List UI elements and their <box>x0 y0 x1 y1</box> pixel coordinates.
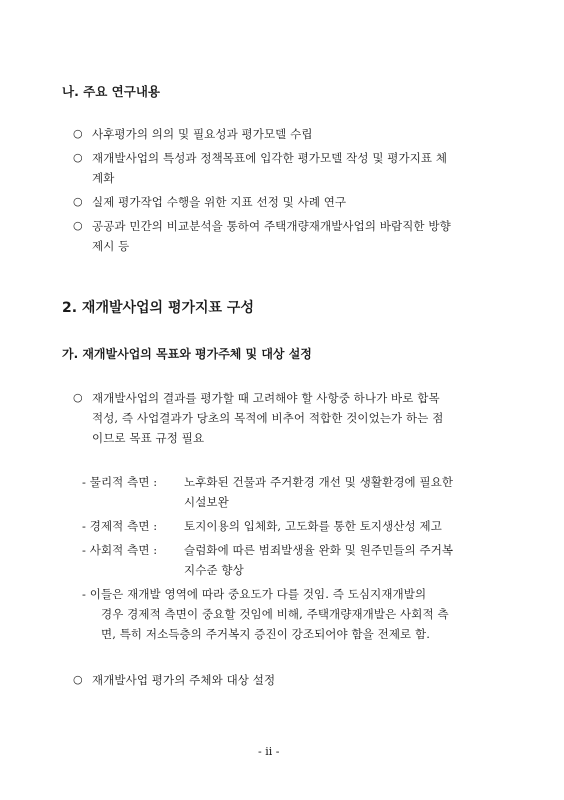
page-number: - ii - <box>258 745 280 758</box>
section-2-bullet-1-line-2: 적성, 즉 사업결과가 당초의 목적에 비추어 적합한 것이었는가 하는 점 <box>92 411 444 425</box>
bullet-symbol: ○ <box>73 673 83 686</box>
bullet-symbol: ○ <box>73 151 83 164</box>
research-bullet-3-line-1: 실제 평가작업 수행을 위한 지표 선정 및 사례 연구 <box>92 195 347 209</box>
economic-aspect-line-1: 토지이용의 입체화, 고도화를 통한 토지생산성 제고 <box>184 519 442 533</box>
bullet-symbol: ○ <box>73 219 83 232</box>
section-2-bullet-1-line-3: 이므로 목표 규정 필요 <box>92 431 205 445</box>
section-2-bullet-1-line-1: 재개발사업의 결과를 평가할 때 고려해야 할 사항중 하나가 바로 합목 <box>92 391 440 405</box>
section-2-sub-heading: 가. 재개발사업의 목표와 평가주체 및 대상 설정 <box>62 347 312 361</box>
social-aspect-label: - 사회적 측면 : <box>82 543 158 557</box>
physical-aspect-line-2: 시설보완 <box>184 495 229 509</box>
research-bullet-2-line-1: 재개발사업의 특성과 정책목표에 입각한 평가모델 작성 및 평가지표 체 <box>92 151 448 165</box>
research-bullet-4-line-2: 제시 등 <box>92 239 130 253</box>
bullet-symbol: ○ <box>73 127 83 140</box>
physical-aspect-line-1: 노후화된 건물과 주거환경 개선 및 생활환경에 필요한 <box>184 475 454 489</box>
economic-aspect-label: - 경제적 측면 : <box>82 519 158 533</box>
dash-note-line-3: 면, 특히 저소득층의 주거복지 증진이 강조되어야 함을 전제로 함. <box>101 627 430 641</box>
dash-note-line-1: - 이들은 재개발 영역에 따라 중요도가 다를 것임. 즉 도심지재개발의 <box>82 587 427 601</box>
section-2-heading: 2. 재개발사업의 평가지표 구성 <box>62 300 254 316</box>
research-bullet-2-line-2: 계화 <box>92 171 115 185</box>
social-aspect-line-2: 지수준 향상 <box>184 563 244 577</box>
bullet-symbol: ○ <box>73 391 83 404</box>
social-aspect-line-1: 슬럼화에 따른 범죄발생율 완화 및 원주민들의 주거복 <box>184 543 454 557</box>
research-bullet-1-line-1: 사후평가의 의의 및 필요성과 평가모델 수립 <box>92 127 313 141</box>
bullet-symbol: ○ <box>73 195 83 208</box>
section-2-bullet-2-line-1: 재개발사업 평가의 주체와 대상 설정 <box>92 673 276 687</box>
physical-aspect-label: - 물리적 측면 : <box>82 475 158 489</box>
dash-note-line-2: 경우 경제적 측면이 중요할 것임에 비해, 주택개량재개발은 사회적 측 <box>101 607 449 621</box>
research-heading: 나. 주요 연구내용 <box>62 84 160 99</box>
research-bullet-4-line-1: 공공과 민간의 비교분석을 통하여 주택개량재개발사업의 바람직한 방향 <box>92 219 451 233</box>
